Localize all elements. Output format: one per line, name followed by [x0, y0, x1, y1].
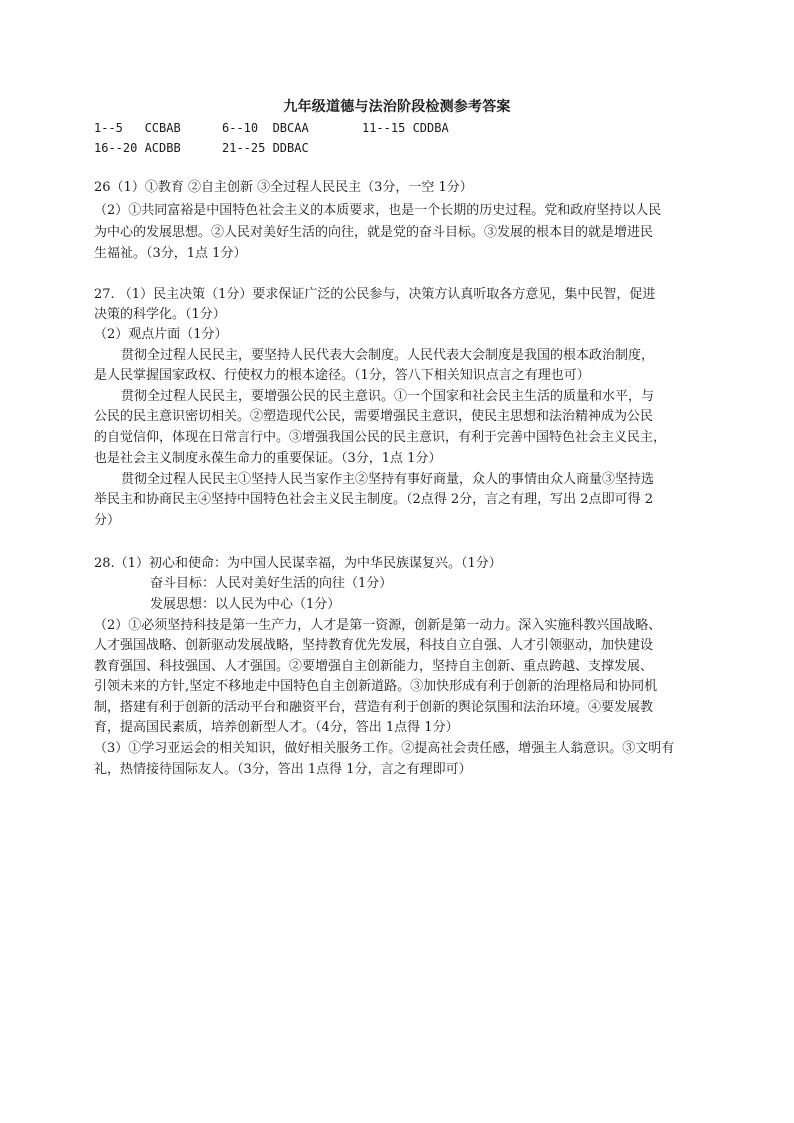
q26-line: 26（1）①教育 ②自主创新 ③全过程人民民主（3分，一空 1分） [94, 180, 473, 195]
q27-line: 贯彻全过程人民民主，要坚持人民代表大会制度。人民代表大会制度是我国的根本政治制度， [121, 348, 655, 363]
q27-line: 27. （1）民主决策（1分）要求保证广泛的公民参与，决策方认真听取各方意见，集中民智，促进 [94, 287, 656, 302]
q26-line: 生福祉。（3分，1点 1分） [94, 246, 247, 261]
mc-answer-21-25: 21--25 DDBAC [222, 141, 309, 155]
page-title: 九年级道德与法治阶段检测参考答案 [283, 99, 511, 115]
mc-answer-6-10: 6--10 DBCAA [222, 121, 309, 135]
q27-line: 举民主和协商民主④坚持中国特色社会主义民主制度。（2点得 2分，言之有理，写出 2点即可得 2 [94, 492, 653, 507]
q28-line: （3）①学习亚运会的相关知识，做好相关服务工作。②提高社会责任感，增强主人翁意识。③文明有 [94, 741, 675, 756]
q27-line: 贯彻全过程人民民主，要增强公民的民主意识。①一个国家和社会民主生活的质量和水平，与 [121, 389, 655, 404]
q26-line: （2）①共同富裕是中国特色社会主义的本质要求，也是一个长期的历史过程。党和政府坚持以人民 [94, 203, 662, 218]
mc-answer-row-2 [94, 141, 309, 155]
mc-answer-16-20: 16--20 ACDBB [94, 141, 181, 155]
q27-line: 是人民掌握国家政权、行使权力的根本途径。（1分，答八下相关知识点言之有理也可） [94, 368, 590, 383]
q28-line: 28.（1）初心和使命：为中国人民谋幸福，为中华民族谋复兴。（1分） [94, 556, 502, 571]
q27-line: 贯彻全过程人民民主①坚持人民当家作主②坚持有事好商量，众人的事情由众人商量③坚持选 [121, 472, 655, 487]
q27-line: 的自觉信仰，体现在日常言行中。③增强我国公民的民主意识，有利于完善中国特色社会主义民主， [94, 430, 667, 445]
q27-line: 分） [94, 513, 121, 528]
q27-line: （2）观点片面（1分） [94, 327, 228, 342]
q28-line: 礼，热情接待国际友人。（3分，答出 1点得 1分，言之有理即可） [94, 762, 472, 777]
q28-line: 人才强国战略、创新驱动发展战略，坚持教育优先发展，科技自立自强、人才引领驱动，加快建设 [94, 638, 654, 653]
q28-line: 制，搭建有利于创新的活动平台和融资平台，营造有利于创新的舆论氛围和法治环境。④要发展教 [94, 700, 654, 715]
q28-line: 教育强国、科技强国、人才强国。②要增强自主创新能力，坚持自主创新、重点跨越、支撑发展、 [94, 659, 654, 674]
q27-line: 也是社会主义制度永葆生命力的重要保证。（3分，1点 1分） [94, 451, 442, 466]
q28-line: （2）①必须坚持科技是第一生产力，人才是第一资源，创新是第一动力。深入实施科教兴国战略、 [94, 618, 662, 633]
q27-line: 决策的科学化。（1分） [94, 307, 226, 322]
q28-line: 引领未来的方针,坚定不移地走中国特色自主创新道路。③加快形成有利于创新的治理格局和协同机 [94, 679, 658, 694]
mc-answer-11-15: 11--15 CDDBA [362, 121, 449, 135]
q26-line: 为中心的发展思想。②人民对美好生活的向往，就是党的奋斗目标。③发展的根本目的就是增进民 [94, 225, 654, 240]
q28-line: 发展思想：以人民为中心（1分） [150, 597, 341, 612]
mc-answer-row-1 [94, 121, 449, 135]
mc-answer-1-5: 1--5 CCBAB [94, 121, 181, 135]
q28-line: 育，提高国民素质，培养创新型人才。（4分，答出 1点得 1分） [94, 720, 459, 735]
q27-line: 公民的民主意识密切相关。②塑造现代公民，需要增强民主意识，使民主思想和法治精神成为公民 [94, 409, 654, 424]
q28-line: 奋斗目标：人民对美好生活的向往（1分） [150, 576, 393, 591]
